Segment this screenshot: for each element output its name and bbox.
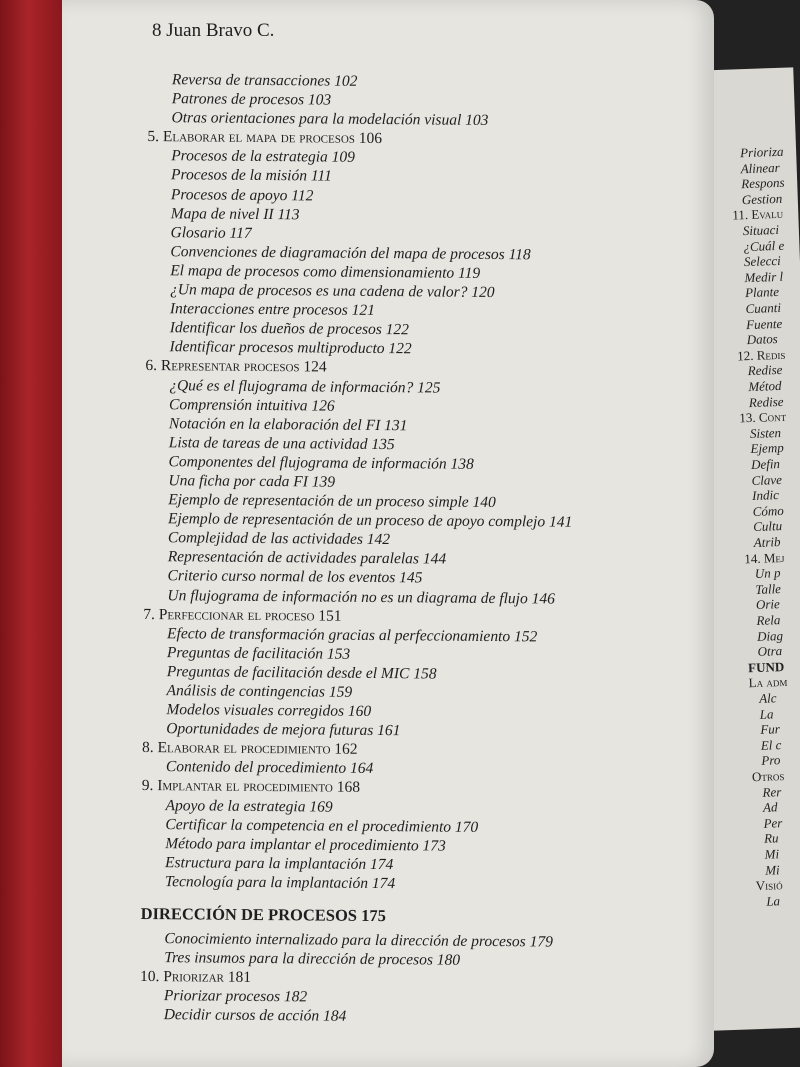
facing-page-line: Cuanti (745, 299, 782, 317)
toc-entry-page: 141 (548, 513, 573, 531)
toc-entry-label: Procesos de apoyo (170, 185, 288, 204)
facing-page-line: ¿Cuál e (743, 237, 785, 254)
toc-entry-page: 120 (471, 283, 495, 302)
facing-page-line: Alc (758, 690, 777, 706)
facing-page-line: Fur (760, 721, 781, 738)
toc-entry-label: Procesos de la estrategia (171, 147, 328, 166)
toc-entry-label: Procesos de la misión (171, 166, 308, 185)
facing-page-line: Mi (764, 861, 780, 878)
toc-entry-label: Comprensión intuitiva (169, 395, 308, 414)
toc-entry-label: Decidir cursos de acción (163, 1006, 320, 1025)
toc-entry-page: 152 (513, 627, 538, 646)
toc-entry-page: 174 (371, 874, 396, 893)
toc-entry-page: 146 (531, 589, 555, 608)
toc-entry-label: Criterio curso normal de los eventos (167, 567, 396, 587)
toc-entry-page: 135 (371, 435, 395, 453)
toc-entry-page: 162 (334, 740, 358, 759)
toc-entry-page: 131 (384, 416, 408, 434)
toc-entry-page: 161 (377, 722, 401, 740)
facing-page-line: Ru (763, 830, 779, 847)
toc-entry-label: 5. Elaborar el mapa de procesos (147, 128, 356, 148)
toc-entry-page: 119 (458, 264, 481, 282)
toc-entry-page: 122 (388, 340, 412, 358)
facing-page-line: Rela (756, 612, 781, 628)
facing-page-line: Mi (764, 846, 780, 862)
toc-entry-page: 160 (347, 702, 372, 721)
toc-entry-label: Contenido del procedimiento (165, 758, 347, 778)
facing-page-line: El c (760, 736, 782, 753)
facing-page-line: Clave (751, 471, 783, 488)
toc-entry-page: 103 (465, 111, 489, 130)
toc-entry-label: Oportunidades de mejora futuras (166, 720, 374, 740)
toc-section-entry (140, 1005, 700, 1029)
toc-entry-page: 174 (369, 855, 394, 874)
toc-part-heading (141, 903, 701, 930)
book-spine (0, 0, 62, 1067)
toc-entry-page: 138 (450, 455, 474, 473)
toc-entry-label: Ejemplo de representación de un proceso simple (168, 491, 469, 511)
toc-entry-page: 180 (436, 951, 461, 969)
toc-entry-page: 170 (454, 818, 479, 836)
facing-page-line: Datos (746, 331, 778, 348)
toc-entry-label: 9. Implantar el procedimiento (141, 777, 333, 797)
facing-page-line: Pro (761, 752, 781, 769)
facing-page-line: FUND (747, 658, 785, 676)
facing-page-line: Un p (754, 565, 781, 582)
facing-page-line: Situaci (742, 221, 780, 239)
toc-entry-label: 6. Representar procesos (145, 357, 300, 376)
toc-entry-page: 182 (283, 988, 308, 1006)
facing-page-line: Gestion (741, 190, 783, 207)
toc-entry-page: 117 (229, 224, 252, 242)
toc-entry-page: 175 (361, 905, 386, 926)
facing-page-line: Medir l (744, 268, 784, 285)
toc-entry-label: Apoyo de la estrategia (165, 796, 306, 815)
toc-entry-page: 184 (322, 1007, 347, 1026)
facing-page-line: Defin (750, 456, 781, 473)
toc-entry-label: Glosario (170, 223, 226, 242)
toc-entry-label: Interacciones entre procesos (169, 300, 348, 319)
toc-entry-page: 112 (291, 186, 314, 205)
toc-entry-page: 173 (422, 837, 446, 855)
toc-entry-page: 164 (349, 760, 374, 778)
facing-page-line: Prioriza (739, 143, 784, 161)
facing-page-line: 13. Cont (739, 408, 787, 426)
facing-page-line: Redise (747, 362, 783, 379)
facing-page-line: Otros (751, 768, 785, 785)
toc-entry-label: 8. Elaborar el procedimiento (142, 739, 331, 758)
toc-entry-page: 140 (472, 493, 496, 512)
facing-page-line: Plante (744, 284, 780, 301)
toc-entry-page: 181 (227, 968, 252, 987)
table-of-contents (140, 70, 708, 1029)
toc-entry-label: Representación de actividades paralelas (167, 548, 420, 568)
toc-entry-label: Mapa de nivel II (170, 204, 274, 223)
facing-page-line: Cultu (752, 518, 783, 535)
toc-entry-page: 126 (311, 397, 335, 415)
facing-page-line: 11. Evalu (732, 206, 784, 223)
toc-entry-label: DIRECCIÓN DE PROCESOS (140, 903, 358, 925)
toc-entry-page: 113 (277, 205, 300, 223)
toc-entry-page: 124 (303, 358, 327, 376)
toc-entry-label: 7. Perfeccionar el proceso (143, 605, 315, 625)
facing-page-line: Métod (748, 377, 782, 395)
toc-entry-label: Ejemplo de representación de un proceso de apoyo complejo (168, 510, 546, 531)
toc-entry-label: Componentes del flujograma de información (168, 453, 447, 473)
facing-page-line: La (759, 706, 774, 722)
toc-entry-label: Un flujograma de información no es un diagrama de flujo (167, 586, 528, 607)
toc-entry-page: 153 (326, 645, 351, 663)
toc-entry-label: Tres insumos para la dirección de procesos (164, 949, 433, 969)
toc-entry-page: 158 (413, 665, 437, 683)
toc-entry-label: Notación en la elaboración del FI (168, 414, 381, 434)
facing-page-line: Per (763, 814, 783, 831)
facing-page-line: Visió (755, 877, 783, 894)
facing-page-line: Sisten (749, 424, 782, 441)
toc-entry-label: Preguntas de facilitación desde el MIC (166, 663, 410, 683)
facing-page-line: Indic (751, 487, 780, 504)
facing-page-line: Redise (748, 393, 784, 410)
toc-entry-label: Método para implantar el procedimiento (165, 834, 419, 855)
facing-page-line: Ejemp (750, 440, 784, 457)
toc-entry-page: 145 (399, 569, 423, 587)
toc-entry-label: Tecnología para la implantación (164, 873, 369, 892)
facing-page-line: 14. Mej (744, 549, 785, 566)
toc-entry-label: Efecto de transformación gracias al perfeccionamiento (167, 624, 511, 645)
book-page (62, 0, 714, 1067)
toc-entry-label: Identificar los dueños de procesos (169, 319, 382, 339)
toc-entry-label: Priorizar procesos (163, 987, 281, 1006)
toc-entry-label: Una ficha por cada FI (168, 472, 308, 491)
toc-entry-label: 10. Priorizar (140, 968, 224, 986)
facing-page-line: Cómo (752, 502, 784, 519)
toc-entry-label: Convenciones de diagramación del mapa de procesos (170, 243, 505, 263)
toc-section-entry (141, 872, 701, 896)
toc-entry-label: ¿Un mapa de procesos es una cadena de valor? (170, 281, 468, 301)
facing-page-line: Rer (762, 783, 782, 800)
toc-entry-label: ¿Qué es el flujograma de información? (169, 376, 414, 396)
facing-page-line: Alinear (740, 159, 780, 176)
facing-page-line: Respons (740, 174, 785, 192)
toc-entry-page: 121 (351, 301, 376, 320)
toc-entry-page: 144 (422, 550, 447, 568)
facing-page-line: La adm (748, 674, 788, 691)
toc-entry-page: 118 (508, 245, 531, 264)
toc-entry-label: Patrones de procesos (171, 90, 305, 109)
toc-entry-page: 179 (529, 933, 553, 951)
toc-entry-label: Identificar procesos multiproducto (169, 338, 385, 358)
toc-entry-label: Conocimiento internalizado para la dirección de procesos (164, 930, 526, 951)
toc-entry-label: Complejidad de las actividades (167, 529, 363, 549)
facing-page-line: La (766, 893, 781, 909)
toc-entry-label: Otras orientaciones para la modelación visual (171, 109, 462, 129)
toc-entry-page: 122 (385, 321, 410, 339)
toc-entry-page: 151 (318, 607, 342, 625)
toc-entry-page: 139 (311, 473, 336, 491)
toc-entry-label: Preguntas de facilitación (166, 644, 324, 663)
toc-entry-label: Modelos visuales corregidos (166, 701, 345, 720)
facing-page-line: Ad (762, 799, 778, 816)
toc-entry-label: Certificar la competencia en el procedimiento (165, 815, 452, 836)
toc-entry-page: 111 (310, 167, 332, 186)
toc-entry-page: 103 (307, 91, 332, 109)
facing-page-line: Orie (755, 596, 781, 613)
facing-page-line: Otra (757, 643, 783, 660)
toc-entry-page: 168 (336, 779, 361, 797)
toc-entry-page: 106 (358, 130, 383, 148)
toc-entry-label: Lista de tareas de una actividad (168, 433, 368, 453)
facing-page-line: Fuente (745, 315, 783, 332)
toc-entry-label: Análisis de contingencias (166, 682, 326, 701)
toc-entry-page: 102 (334, 72, 358, 90)
toc-entry-label: El mapa de procesos como dimensionamiento (170, 262, 455, 282)
toc-entry-page: 169 (309, 797, 333, 816)
toc-entry-label: Reversa de transacciones (171, 71, 331, 90)
toc-entry-page: 159 (328, 683, 353, 701)
facing-page-line: Talle (755, 580, 782, 597)
toc-entry-page: 125 (417, 378, 441, 397)
toc-entry-page: 109 (331, 148, 356, 167)
facing-page-line: Selecci (743, 253, 782, 270)
facing-page-line: 12. Redis (736, 346, 786, 364)
facing-page-line: Diag (756, 627, 784, 644)
facing-page-line: Atrib (753, 534, 781, 550)
page-header: 8 Juan Bravo C. (152, 20, 275, 41)
toc-entry-page: 142 (366, 531, 391, 549)
toc-entry-label: Estructura para la implantación (165, 854, 367, 873)
